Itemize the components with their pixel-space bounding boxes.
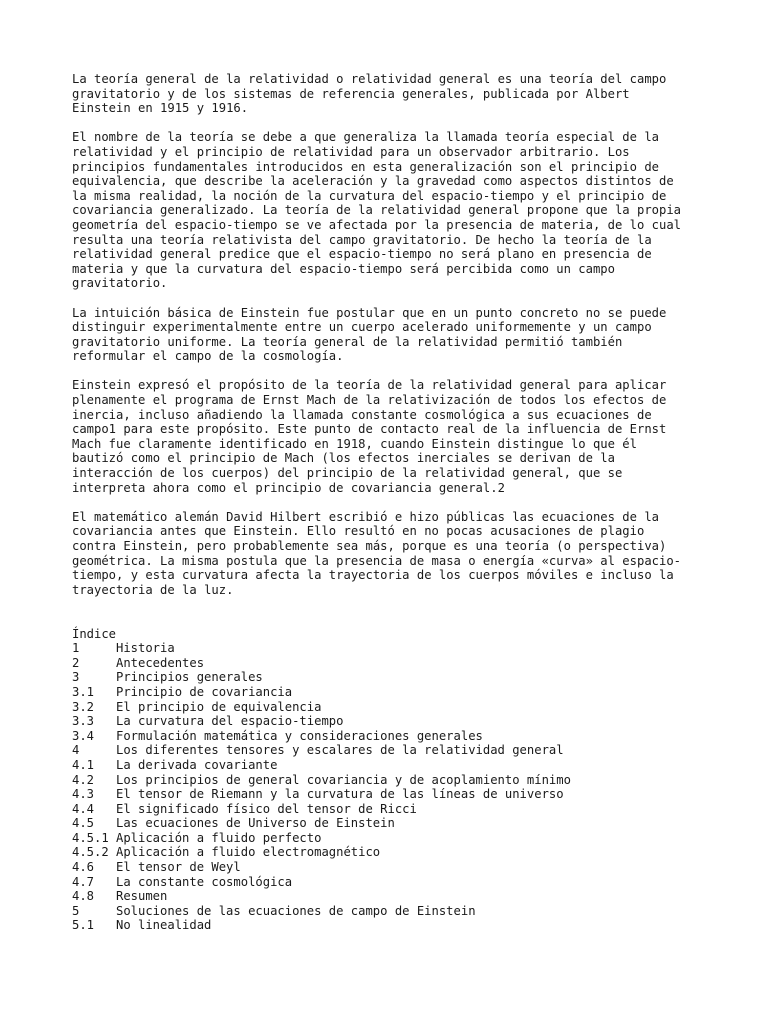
toc-item [72,889,712,904]
toc-item-label: Aplicación a fluido electromagnético [116,845,381,860]
toc-item-label: Resumen [116,889,168,904]
toc-item-label: El tensor de Riemann y la curvatura de las líneas de universo [116,787,564,802]
toc-item-number: 4.7 [72,874,95,889]
toc-item-label: El tensor de Weyl [116,860,241,875]
toc-item [72,875,712,890]
toc-item [72,802,712,817]
toc-item-number: 3.2 [72,699,95,714]
toc-item-label: Principios generales [116,670,263,685]
toc-item-label: La derivada covariante [116,757,278,772]
toc-item-label: No linealidad [116,918,212,933]
toc-item-label: La curvatura del espacio-tiempo [116,714,344,729]
paragraph-intuition: La intuición básica de Einstein fue postular que en un punto concreto no se puede distinguir experimentalmente entre un cuerpo acelerado uniformemente y un campo gravitatorio uniforme. La teoría general de la relatividad permitió también reformular el campo de la cosmología. [72,305,667,364]
toc-item-label: El significado físico del tensor de Ricci [116,801,417,816]
toc-item-number: 2 [72,655,80,670]
toc-item-number: 4.3 [72,787,95,802]
toc-item-number: 3 [72,670,80,685]
toc-item-number: 4.4 [72,801,95,816]
toc-item [72,700,712,715]
toc-item-number: 3.3 [72,714,95,729]
paragraph-name-of-theory: El nombre de la teoría se debe a que generaliza la llamada teoría especial de la relatividad y el principio de relatividad para un observador arbitrario. Los principios fundamentales introducidos en esta generalización son el principio de equivalencia, que describe la aceleración y la gravedad como aspectos distintos de la misma realidad, la noción de la curvatura del espacio-tiempo y el principio de covariancia generalizado. La teoría de la relatividad general propone que la propia geometría del espacio-tiempo se ve afectada por la presencia de materia, de lo cual resulta una teoría relativista del campo gravitatorio. De hecho la teoría de la relatividad general predice que el espacio-tiempo no será plano en presencia de materia y que la curvatura del espacio-tiempo será percibida como un campo gravitatorio. [72,130,682,291]
toc-item [72,656,712,671]
toc-item-number: 4.5.1 [72,830,109,845]
toc-item-label: Aplicación a fluido perfecto [116,830,322,845]
toc-item [72,670,712,685]
toc-item [72,787,712,802]
toc-item-number: 4.5.2 [72,845,109,860]
toc-item-label: Historia [116,641,175,656]
paragraph-mach: Einstein expresó el propósito de la teoría de la relatividad general para aplicar plenamente el programa de Ernst Mach de la relativización de todos los efectos de inercia, incluso añadiendo la llamada constante cosmológica a sus ecuaciones de campo1 para este propósito. Este punto de contacto real de la influencia de Ernst Mach fue claramente identificado en 1918, cuando Einstein distingue lo que él bautizó como el principio de Mach (los efectos inerciales se derivan de la interacción de los cuerpos) del principio de la relatividad general, que se interpreta ahora como el principio de covariancia general.2 [72,378,667,495]
document-page [72,72,712,933]
toc-item [72,685,712,700]
toc-item [72,729,712,744]
toc-title: Índice [72,626,117,641]
toc-item-number: 3.1 [72,684,95,699]
table-of-contents [72,627,712,933]
toc-item-label: Los principios de general covariancia y de acoplamiento mínimo [116,772,571,787]
toc-item [72,816,712,831]
toc-item-label: El principio de equivalencia [116,699,322,714]
toc-item-label: Formulación matemática y consideraciones generales [116,728,483,743]
toc-item-number: 5 [72,903,80,918]
toc-item-label: La constante cosmológica [116,874,293,889]
spacer [72,612,712,627]
toc-item-label: Antecedentes [116,655,205,670]
toc-item-label: Los diferentes tensores y escalares de la relatividad general [116,743,564,758]
toc-item-number: 4.2 [72,772,95,787]
toc-item [72,773,712,788]
toc-item [72,641,712,656]
toc-item-number: 4 [72,743,80,758]
toc-item-number: 3.4 [72,728,95,743]
toc-item-number: 1 [72,641,80,656]
toc-item-number: 4.6 [72,860,95,875]
toc-item-number: 4.1 [72,757,95,772]
toc-item-number: 4.5 [72,816,95,831]
toc-item [72,860,712,875]
toc-list [72,641,712,933]
toc-item-number: 4.8 [72,889,95,904]
toc-item [72,904,712,919]
toc-item [72,831,712,846]
paragraph-hilbert: El matemático alemán David Hilbert escribió e hizo públicas las ecuaciones de la covariancia antes que Einstein. Ello resultó en no pocas acusaciones de plagio contra Einstein, pero probablemente sea más, porque es una teoría (o perspectiva) geométrica. La misma postula que la presencia de masa o energía «curva» al espacio- tiempo, y esta curvatura afecta la trayectoria de los cuerpos móviles e incluso la trayectoria de la luz. [72,509,682,597]
toc-item-label: Soluciones de las ecuaciones de campo de Einstein [116,903,476,918]
toc-item [72,743,712,758]
toc-item-label: Las ecuaciones de Universo de Einstein [116,816,395,831]
toc-item-label: Principio de covariancia [116,684,293,699]
toc-item [72,918,712,933]
paragraph-intro: La teoría general de la relatividad o relatividad general es una teoría del campo gravitatorio y de los sistemas de referencia generales, publicada por Albert Einstein en 1915 y 1916. [72,72,667,116]
toc-item [72,758,712,773]
toc-item-number: 5.1 [72,918,95,933]
toc-item [72,714,712,729]
toc-item [72,845,712,860]
